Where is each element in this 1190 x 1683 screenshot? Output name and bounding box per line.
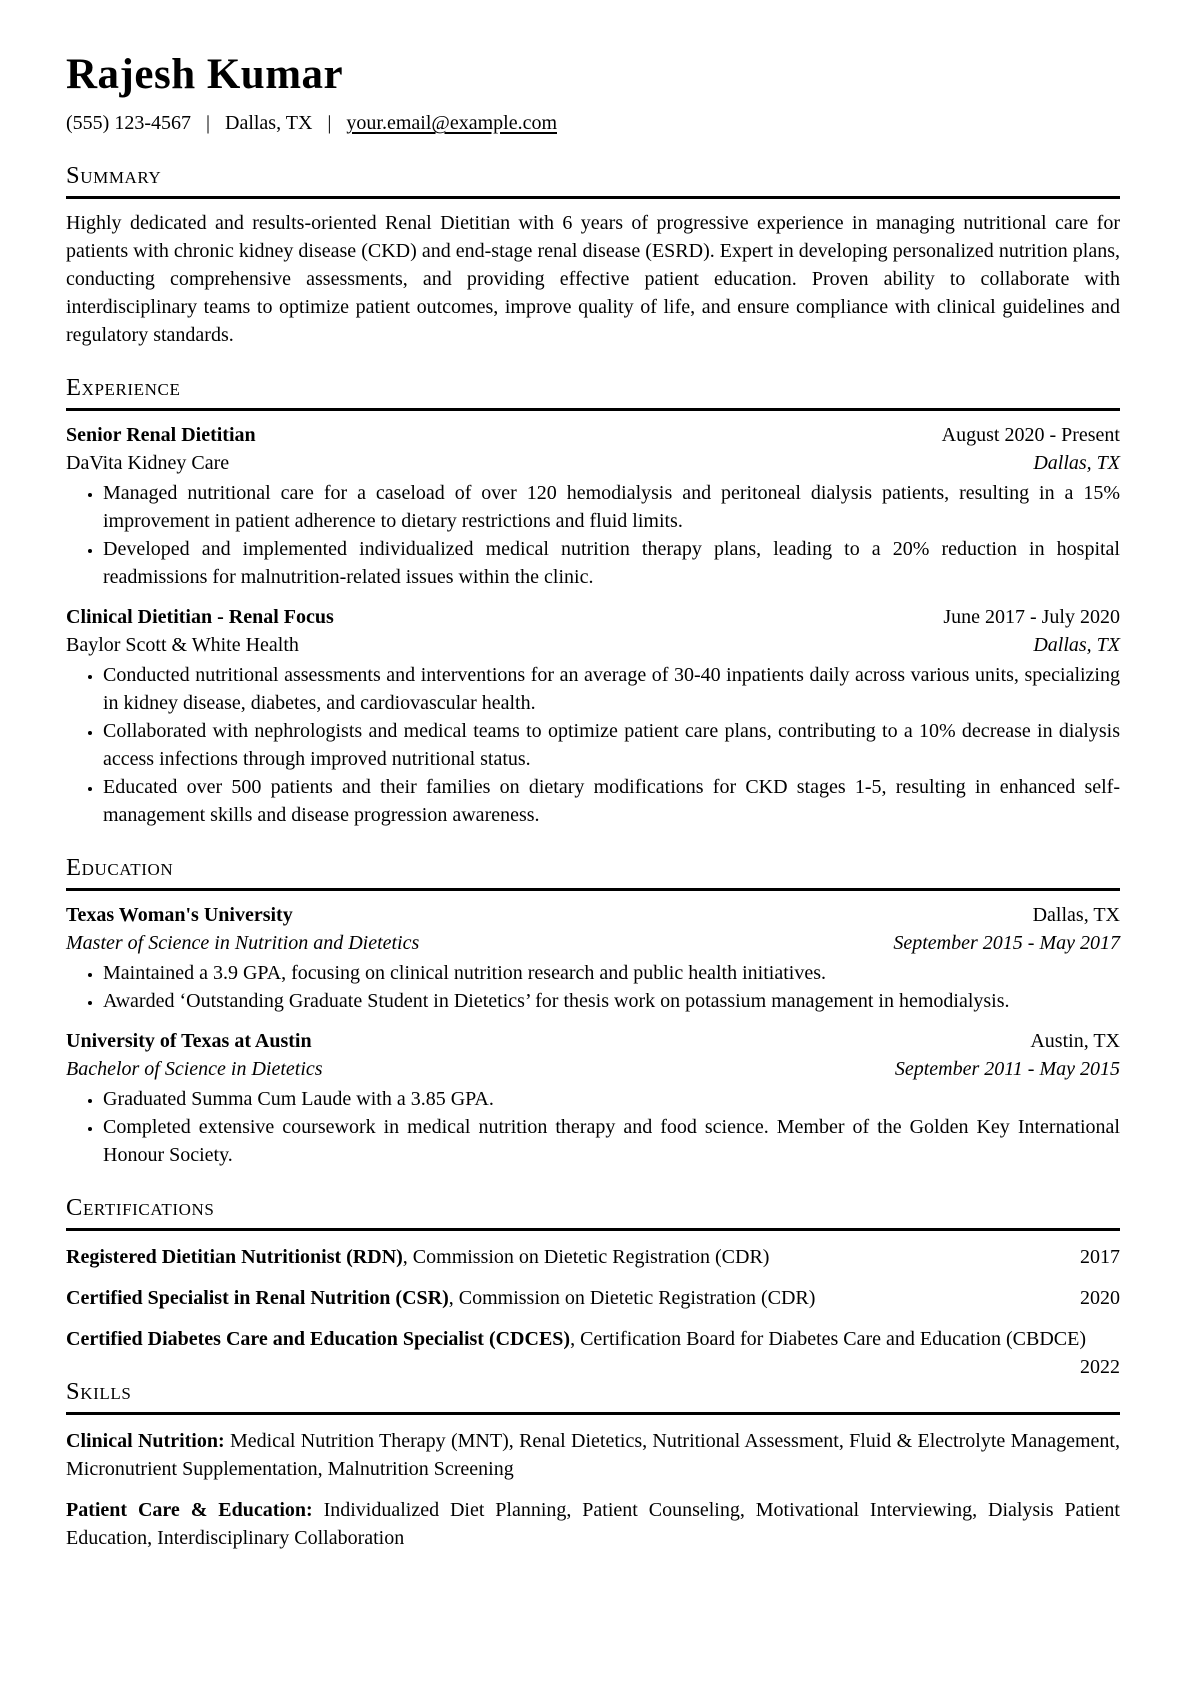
job-bullet: • Managed nutritional care for a caseload of over 120 hemodialysis and peritoneal dialysis patients, resulting in a 15% improvement in patient adherence to dietary restrictions and fluid limits.	[103, 479, 1120, 535]
section-education	[66, 854, 1120, 1169]
section-certifications	[66, 1194, 1120, 1378]
job-location: Dallas, TX	[1033, 452, 1120, 474]
certification-row	[66, 1284, 1120, 1312]
skill-row	[66, 1427, 1120, 1483]
section-skills	[66, 1378, 1120, 1552]
job-entry	[66, 603, 1120, 829]
education-bullet-list	[66, 1085, 1120, 1169]
education-bullet-list	[66, 959, 1120, 1015]
skill-row	[66, 1496, 1120, 1552]
school-location: Austin, TX	[1030, 1030, 1120, 1052]
section-experience	[66, 374, 1120, 829]
separator: |	[205, 112, 210, 134]
company-name: Baylor Scott & White Health	[66, 634, 299, 656]
degree-dates: September 2015 - May 2017	[893, 932, 1120, 954]
phone-number: (555) 123-4567	[66, 112, 191, 134]
skill-detail: Individualized Diet Planning, Patient Counseling, Motivational Interviewing, Dialysis Patient Education, Interdisciplinary Collaboration	[66, 1499, 1120, 1549]
certification-row	[66, 1243, 1120, 1271]
certification-name: Registered Dietitian Nutritionist (RDN)	[66, 1246, 403, 1268]
resume-header	[66, 50, 1120, 137]
summary-text: Highly dedicated and results-oriented Renal Dietitian with 6 years of progressive experience in managing nutritional care for patients with chronic kidney disease (CKD) and end-stage renal disease (ESRD). Expert in developing personalized nutrition plans, conducting comprehensive assessments, and providing effective patient education. Proven ability to collaborate with interdisciplinary teams to optimize patient outcomes, improve quality of life, and ensure compliance with clinical guidelines and regulatory standards.	[66, 212, 1120, 346]
job-location: Dallas, TX	[1033, 634, 1120, 656]
certification-name: Certified Diabetes Care and Education Specialist (CDCES)	[66, 1328, 571, 1350]
company-name: DaVita Kidney Care	[66, 452, 230, 474]
job-bullet: • Conducted nutritional assessments and interventions for an average of 30-40 inpatients daily across various units, specializing in kidney disease, diabetes, and cardiovascular health.	[103, 661, 1120, 717]
job-bullet: • Educated over 500 patients and their families on dietary modifications for CKD stages 1-5, resulting in enhanced self-management skills and disease progression awareness.	[103, 773, 1120, 829]
certification-year: 2017	[1080, 1246, 1120, 1268]
certification-name: Certified Specialist in Renal Nutrition (CSR)	[66, 1287, 449, 1309]
degree: Master of Science in Nutrition and Dietetics	[66, 932, 420, 954]
job-bullet-list	[66, 479, 1120, 591]
education-bullet: • Completed extensive coursework in medical nutrition therapy and food science. Member of the Golden Key International Honour Society.	[103, 1113, 1120, 1169]
certification-issuer: , Commission on Dietetic Registration (CDR)	[402, 1246, 770, 1268]
section-title-summary: Summary	[66, 162, 1120, 199]
job-title: Clinical Dietitian - Renal Focus	[66, 606, 334, 628]
degree: Bachelor of Science in Dietetics	[66, 1058, 323, 1080]
education-bullet: • Awarded ‘Outstanding Graduate Student in Dietetics’ for thesis work on potassium management in hemodialysis.	[103, 987, 1120, 1015]
section-title-experience: Experience	[66, 374, 1120, 411]
job-bullet-list	[66, 661, 1120, 829]
resume-name: Rajesh Kumar	[66, 51, 344, 98]
job-bullet: • Developed and implemented individualized medical nutrition therapy plans, leading to a 20% reduction in hospital readmissions for malnutrition-related issues within the clinic.	[103, 535, 1120, 591]
section-title-skills: Skills	[66, 1378, 1120, 1415]
job-title: Senior Renal Dietitian	[66, 424, 256, 446]
certification-issuer: , Commission on Dietetic Registration (CDR)	[448, 1287, 816, 1309]
school-name: Texas Woman's University	[66, 904, 293, 926]
degree-dates: September 2011 - May 2015	[894, 1058, 1120, 1080]
education-entry	[66, 901, 1120, 1015]
section-title-education: Education	[66, 854, 1120, 891]
skill-category: Clinical Nutrition:	[66, 1430, 225, 1452]
school-name: University of Texas at Austin	[66, 1030, 312, 1052]
certification-year: 2020	[1080, 1287, 1120, 1309]
location: Dallas, TX	[225, 112, 313, 134]
certification-issuer: , Certification Board for Diabetes Care and Education (CBDCE)	[570, 1328, 1087, 1350]
education-entry	[66, 1027, 1120, 1169]
school-location: Dallas, TX	[1032, 904, 1120, 926]
job-dates: June 2017 - July 2020	[943, 606, 1120, 628]
section-summary	[66, 162, 1120, 349]
job-entry	[66, 421, 1120, 591]
section-title-certifications: Certifications	[66, 1194, 1120, 1231]
email-link[interactable]: your.email@example.com	[346, 112, 557, 134]
separator: |	[327, 112, 332, 134]
job-bullet: • Collaborated with nephrologists and medical teams to optimize patient care plans, contributing to a 10% decrease in dialysis access infections through improved nutritional status.	[103, 717, 1120, 773]
job-dates: August 2020 - Present	[941, 424, 1120, 446]
contact-line	[66, 109, 1120, 137]
certification-year: 2022	[1080, 1356, 1120, 1378]
skill-detail: Medical Nutrition Therapy (MNT), Renal Dietetics, Nutritional Assessment, Fluid & Electrolyte Management, Micronutrient Supplementation, Malnutrition Screening	[66, 1430, 1120, 1480]
education-bullet: • Maintained a 3.9 GPA, focusing on clinical nutrition research and public health initiatives.	[103, 959, 1120, 987]
education-bullet: • Graduated Summa Cum Laude with a 3.85 GPA.	[103, 1085, 1120, 1113]
skill-category: Patient Care & Education:	[66, 1499, 313, 1521]
certification-row	[66, 1325, 1120, 1378]
